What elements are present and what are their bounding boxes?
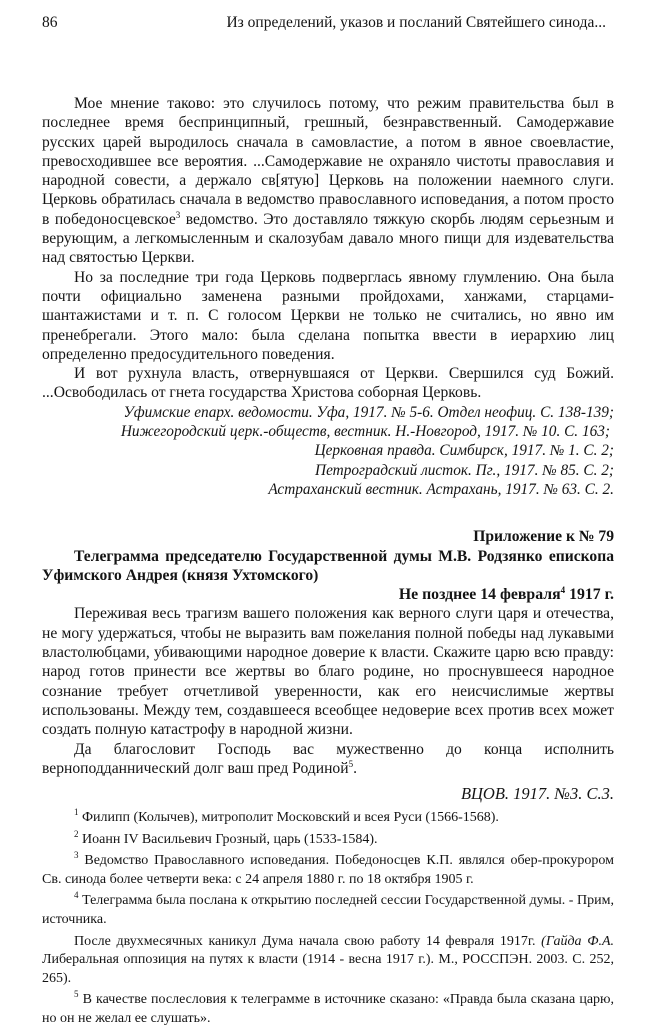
appendix-section [42, 527, 614, 805]
footnote-ref: 4 [560, 585, 566, 596]
footnote-number: 4 [74, 890, 79, 901]
paragraph [42, 740, 614, 779]
footnote-continuation [42, 933, 614, 989]
footnote-text: Филипп (Колычев), митрополит Московский и всея Руси (1566-1568). [82, 810, 499, 826]
footnote-ref: 5 [348, 758, 354, 769]
paragraph-text: Мое мнение таково: это случилось потому, что режим правительства был в последнее время беспринципный, грешный, безнравственный. Самодержавие русских царей выродилось сначала в самовластие, а потом в явное своевластие, превосходившее все вероятия. ...Самодержавие не охраняло чистоты православия и народной совести, а держало св[ятую] Церковь на положении наемного слуги. Церковь обратилась сначала в ведомство православного исповедания, а потом просто в победоносцевское [42, 95, 614, 228]
date-text: 1917 г. [565, 586, 614, 604]
page-number: 86 [42, 14, 58, 31]
source-citation: Петроградский листок. Пг., 1917. № 85. С. 2; [315, 461, 614, 479]
source-citation: Церковная правда. Симбирск, 1917. № 1. С. 2; [314, 442, 614, 460]
source-citation: Астраханский вестник. Астрахань, 1917. № 63. С. 2. [268, 480, 614, 498]
paragraph-text: Да благословит Господь вас мужественно до конца исполнить верноподданнический долг ваш пред Родиной [42, 740, 614, 777]
appendix-title: Телеграмма председателю Государственной думы М.В. Родзянко епископа Уфимского Андрея (князя Ухтомского) [42, 547, 614, 584]
main-text [42, 94, 614, 1032]
footnote-text: Ведомство Православного исповедания. Победоносцев К.П. являлся обер-прокурором Св. синода более четверти века: с 24 апреля 1880 г. по 18 октября 1905 г. [42, 853, 615, 887]
paragraph-text: ведомство. Это доставляло тяжкую скорбь людям серьезным и верующим, а легкомысленным и скалозубам давало много пищи для издевательства над святостью Церкви. [42, 210, 614, 267]
source-citation: Нижегородский церк.-обществ, вестник. Н.-Новгород, 1917. № 10. С. 163; [120, 423, 610, 441]
running-head: Из определений, указов и посланий Святейшего синода... [226, 14, 606, 31]
footnotes [42, 809, 614, 1029]
footnote [42, 892, 614, 929]
footnote [42, 991, 614, 1028]
footnote-text: В качестве послесловия к телеграмме в источнике сказано: «Правда была сказана царю, но он не желал ее слушать». [42, 992, 615, 1027]
footnote [42, 828, 614, 850]
paragraph [42, 94, 614, 268]
page-header [42, 14, 614, 36]
footnote-number: 3 [74, 850, 79, 861]
appendix-date [42, 585, 614, 604]
signature-source: ВЦОВ. 1917. №3. С.3. [460, 784, 614, 804]
paragraph: И вот рухнула власть, отвернувшаяся от Церкви. Свершился суд Божий. ...Освободилась от гнета государства Христова соборная Церковь. [42, 365, 614, 402]
footnote [42, 809, 614, 828]
date-text: Не позднее 14 февраля [398, 586, 561, 604]
footnote-number: 5 [74, 989, 79, 1000]
footnote-text: Иоанн IV Васильевич Грозный, царь (1533-1584). [82, 831, 378, 847]
footnote-text: После двухмесячных каникул Дума начала свою работу 14 февраля 1917г. [74, 933, 542, 949]
footnote [42, 852, 614, 889]
source-list [42, 403, 614, 499]
source-citation: Уфимские епарх. ведомости. Уфа, 1917. № 5-6. Отдел неофиц. С. 138-139; [123, 403, 614, 421]
paragraph-text: . [353, 759, 357, 777]
footnote-number: 1 [74, 807, 79, 818]
footnote-text: Либеральная оппозиция на путях к власти (1914 - весна 1917 г.). М., РОССПЭН. 2003. С. 252, 265). [42, 952, 614, 986]
footnote-ref: 3 [175, 209, 181, 220]
paragraph: Переживая весь трагизм вашего положения как верного слуги царя и отечества, не могу удержаться, чтобы не выразить вам пожелания полной победы над лукавыми властолюбцами, убивающими народное доверие к власти. Скажите царю всю правду: народ готов принести все жертвы во благо родине, но проснувшееся народное сознание требует отчетливой уверенности, как его неисчислимые жертвы использованы. Между тем, создавшееся всеобщее недоверие всех против всех может создать полную катастрофу в народной жизни. [42, 605, 614, 739]
footnote-text: Телеграмма была послана к открытию последней сессии Государственной думы. - Прим, источника. [42, 893, 615, 928]
appendix-label: Приложение к № 79 [473, 528, 614, 546]
footnote-number: 2 [74, 828, 79, 839]
paragraph: Но за последние три года Церковь подверглась явному глумлению. Она была почти официально заменена разными пройдохами, ханжами, старцами-шантажистами и т. п. С голосом Церкви не только не считались, но явно им пренебрегали. Этого мало: была сделана попытка ввести в иерархию лиц определенно предосудительного поведения. [42, 268, 614, 363]
footnote-author: (Гайда Ф.А. [541, 933, 615, 949]
